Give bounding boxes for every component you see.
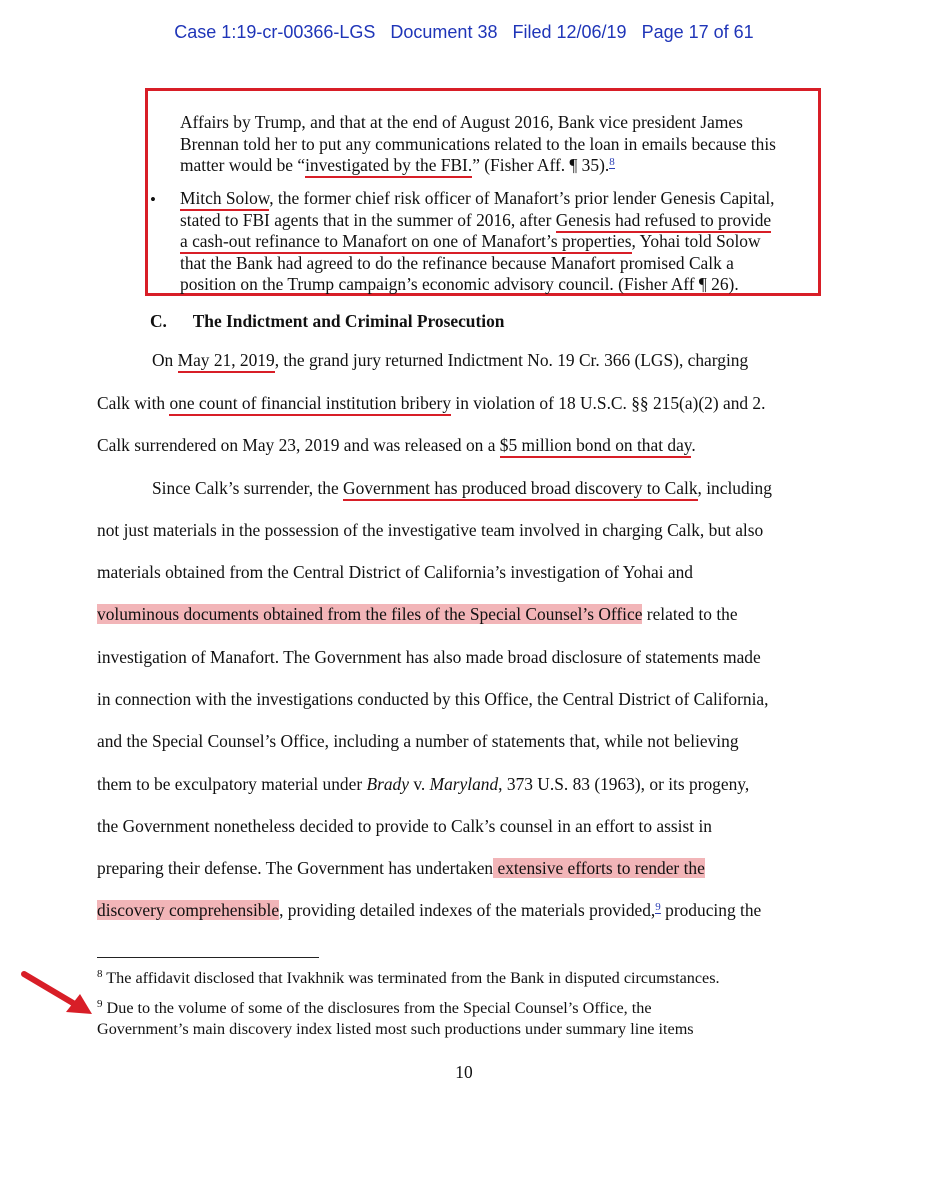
body-line: investigation of Manafort. The Government has also made broad disclosure of statements made (97, 647, 761, 667)
box-line: Affairs by Trump, and that at the end of August 2016, Bank vice president James (180, 112, 743, 132)
body-line: voluminous documents obtained from the files of the Special Counsel’s Office related to the (97, 604, 738, 624)
body-line: preparing their defense. The Government has undertaken extensive efforts to render the (97, 858, 705, 878)
body-line: and the Special Counsel’s Office, including a number of statements that, while not believing (97, 731, 739, 751)
box-line: Brennan told her to put any communications related to the loan in emails because this (180, 133, 776, 154)
body-line: the Government nonetheless decided to provide to Calk’s counsel in an effort to assist in (97, 816, 712, 836)
section-title: The Indictment and Criminal Prosecution (192, 311, 505, 331)
filed-date: Filed 12/06/19 (512, 22, 627, 42)
page-number: 10 (455, 1062, 473, 1082)
underlined-phrase: investigated by the FBI. (305, 155, 472, 178)
body-line: discovery comprehensible, providing detailed indexes of the materials provided,$^9$ producing the (97, 900, 762, 920)
section-letter: C. (150, 311, 167, 331)
body-line: materials obtained from the Central District of California’s investigation of Yohai and (97, 562, 693, 582)
footnote-number: 9 (97, 998, 103, 1010)
bullet-icon: • (150, 190, 156, 209)
footnote-number: 8 (97, 968, 103, 980)
section-heading (150, 311, 504, 332)
footnote-9-cont: Government’s main discovery index listed most such productions under summary line items (97, 1020, 694, 1038)
highlighted-phrase: discovery comprehensible (97, 900, 280, 920)
body-line: not just materials in the possession of the investigative team involved in charging Calk, but also (97, 520, 764, 540)
box-line: position on the Trump campaign’s economic advisory council. (Fisher Aff ¶ 26). (180, 274, 739, 294)
footnote-8: $^8$ The affidavit disclosed that Ivakhnik was terminated from the Bank in disputed circumstances. (97, 968, 720, 987)
footnote-ref-9[interactable]: 9 (655, 901, 661, 913)
highlighted-phrase: voluminous documents obtained from the files of the Special Counsel’s Office (97, 604, 643, 624)
footnote-divider (97, 957, 319, 958)
body-line: On May 21, 2019, the grand jury returned Indictment No. 19 Cr. 366 (LGS), charging (152, 350, 748, 371)
box-line: that the Bank had agreed to do the refinance because Manafort promised Calk a (180, 252, 734, 273)
body-line: Calk surrendered on May 23, 2019 and was released on a $5 million bond on that day. (97, 435, 696, 456)
body-line: Since Calk’s surrender, the Government has produced broad discovery to Calk, including (152, 478, 772, 499)
footnote-ref-8[interactable]: 8 (609, 156, 615, 168)
body-line: Calk with one count of financial institution bribery in violation of 18 U.S.C. §§ 215(a)(2) and 2. (97, 393, 765, 414)
underlined-phrase: Mitch Solow (180, 188, 269, 211)
body-line: in connection with the investigations conducted by this Office, the Central District of California, (97, 689, 769, 709)
underlined-phrase: Genesis had refused to provide (556, 210, 771, 233)
underlined-phrase: $5 million bond on that day (500, 435, 692, 458)
case-number: Case 1:19-cr-00366-LGS (174, 22, 376, 42)
page-of: Page 17 of 61 (641, 22, 754, 42)
box-line: matter would be “investigated by the FBI.” (Fisher Aff. ¶ 35).$^8$ (180, 155, 820, 177)
footnote-9: $^9$ Due to the volume of some of the disclosures from the Special Counsel’s Office, the (97, 998, 652, 1017)
box-line: a cash-out refinance to Manafort on one of Manafort’s properties, Yohai told Solow (180, 231, 820, 253)
underlined-phrase: May 21, 2019 (178, 350, 275, 373)
underlined-phrase: a cash-out refinance to Manafort on one of Manafort’s properties (180, 231, 632, 254)
underlined-phrase: Government has produced broad discovery to Calk (343, 478, 697, 501)
underlined-phrase: one count of financial institution bribery (169, 393, 451, 416)
red-arrow-icon (18, 968, 98, 1018)
highlighted-phrase: extensive efforts to render the (493, 858, 705, 878)
box-line: stated to FBI agents that in the summer of 2016, after Genesis had refused to provide (180, 210, 820, 232)
case-header (0, 22, 928, 43)
document-number: Document 38 (390, 22, 498, 42)
box-line: Mitch Solow, the former chief risk officer of Manafort’s prior lender Genesis Capital, (180, 188, 820, 210)
body-line: them to be exculpatory material under Brady v. Maryland, 373 U.S. 83 (1963), or its progeny, (97, 774, 750, 794)
